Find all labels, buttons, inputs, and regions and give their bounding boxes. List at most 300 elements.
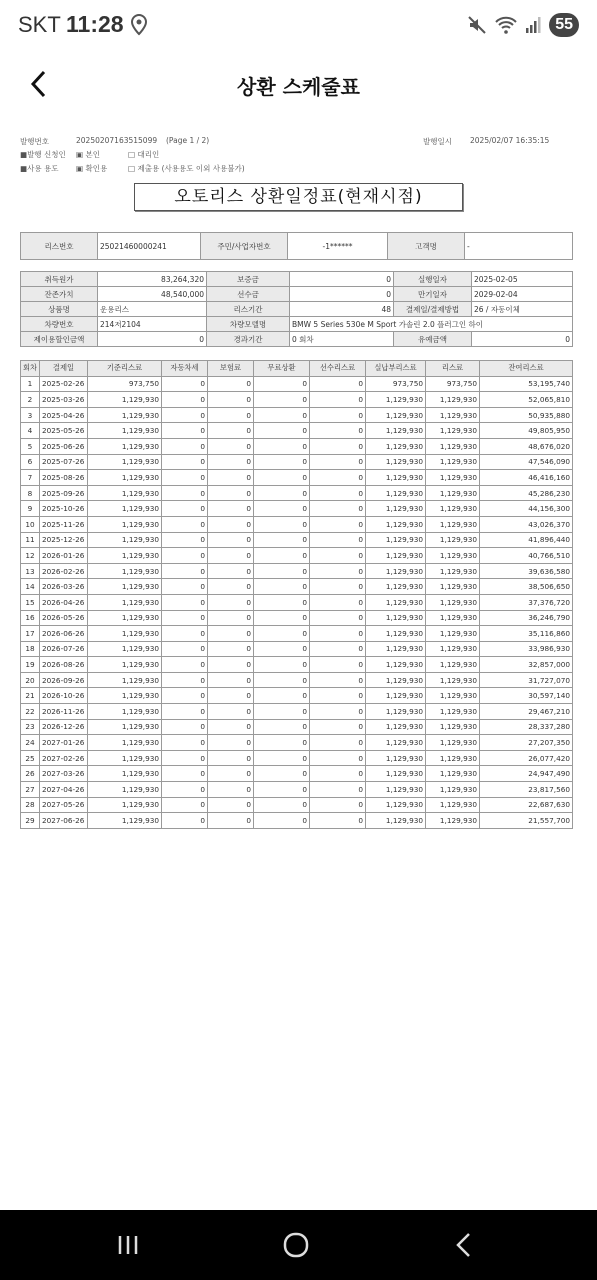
table-cell: 0	[208, 438, 254, 454]
table-cell: 1,129,930	[366, 501, 426, 517]
table-row	[21, 302, 573, 317]
table-cell: 1,129,930	[88, 470, 162, 486]
table-cell: 1,129,930	[426, 813, 480, 829]
table-cell: 26	[21, 766, 40, 782]
column-header: 리스료	[426, 361, 480, 377]
table-cell: 0	[310, 407, 366, 423]
table-cell: 3	[21, 407, 40, 423]
table-cell: 0	[310, 735, 366, 751]
table-cell: 0	[254, 579, 310, 595]
table-cell: 2026-09-26	[40, 672, 88, 688]
table-cell: 36,246,790	[480, 610, 573, 626]
table-cell: 0	[162, 626, 208, 642]
table-cell: 0	[254, 719, 310, 735]
info-value: 0	[472, 332, 573, 347]
table-cell: 0	[310, 797, 366, 813]
table-cell: 1,129,930	[88, 626, 162, 642]
table-cell: 1,129,930	[366, 657, 426, 673]
table-cell: 1,129,930	[88, 407, 162, 423]
column-header: 실납부리스료	[366, 361, 426, 377]
table-cell: 0	[254, 641, 310, 657]
table-cell: 29	[21, 813, 40, 829]
table-cell: 0	[254, 485, 310, 501]
table-cell: 0	[208, 579, 254, 595]
table-row	[21, 332, 573, 347]
table-cell: 7	[21, 470, 40, 486]
table-cell: 40,766,510	[480, 548, 573, 564]
table-row	[21, 750, 573, 766]
table-cell: 0	[162, 594, 208, 610]
info-label: 보증금	[207, 272, 290, 287]
table-cell: 0	[310, 641, 366, 657]
table-row	[21, 423, 573, 439]
table-cell: 1,129,930	[426, 782, 480, 798]
system-nav-bar	[0, 1210, 597, 1280]
info-label: 만기일자	[394, 287, 472, 302]
customer-value: -	[465, 233, 573, 260]
table-row	[21, 454, 573, 470]
table-cell: 2025-03-26	[40, 392, 88, 408]
table-cell: 0	[254, 672, 310, 688]
table-cell: 0	[208, 532, 254, 548]
table-cell: 50,935,880	[480, 407, 573, 423]
status-icons	[467, 13, 579, 37]
table-cell: 38,506,650	[480, 579, 573, 595]
table-cell: 1,129,930	[366, 548, 426, 564]
table-row	[21, 501, 573, 517]
table-cell: 0	[162, 470, 208, 486]
table-cell: 1,129,930	[88, 392, 162, 408]
lease-no-value: 25021460000241	[98, 233, 201, 260]
table-cell: 0	[162, 766, 208, 782]
column-header: 선수리스료	[310, 361, 366, 377]
table-cell: 11	[21, 532, 40, 548]
table-cell: 28	[21, 797, 40, 813]
table-cell: 21,557,700	[480, 813, 573, 829]
table-cell: 0	[162, 610, 208, 626]
table-cell: 1,129,930	[366, 392, 426, 408]
table-cell: 0	[254, 688, 310, 704]
table-cell: 0	[208, 516, 254, 532]
lease-info-table	[20, 271, 573, 347]
table-cell: 0	[254, 782, 310, 798]
table-cell: 1,129,930	[366, 735, 426, 751]
table-cell: 2025-08-26	[40, 470, 88, 486]
table-cell: 1,129,930	[88, 672, 162, 688]
table-cell: 0	[254, 501, 310, 517]
table-cell: 2025-10-26	[40, 501, 88, 517]
table-cell: 2027-01-26	[40, 735, 88, 751]
issue-no-label: 발행번호	[20, 137, 49, 146]
table-cell: 1,129,930	[88, 688, 162, 704]
table-cell: 0	[254, 766, 310, 782]
table-cell: 43,026,370	[480, 516, 573, 532]
table-cell: 0	[310, 438, 366, 454]
table-row	[21, 610, 573, 626]
table-cell: 0	[162, 501, 208, 517]
info-value: 26 / 자동이체	[472, 302, 573, 317]
repayment-schedule-table	[20, 360, 573, 829]
issue-no: 20250207163515099	[76, 136, 158, 145]
table-cell: 0	[310, 704, 366, 720]
table-row	[21, 626, 573, 642]
table-cell: 6	[21, 454, 40, 470]
table-cell: 0	[162, 532, 208, 548]
table-cell: 28,337,280	[480, 719, 573, 735]
table-cell: 0	[254, 704, 310, 720]
table-row	[21, 376, 573, 392]
option-submit: □ 제출용 (사용용도 이외 사용불가)	[128, 164, 245, 173]
table-cell: 35,116,860	[480, 626, 573, 642]
table-cell: 1,129,930	[426, 641, 480, 657]
table-cell: 0	[208, 657, 254, 673]
table-cell: 0	[208, 594, 254, 610]
table-row	[21, 233, 573, 260]
table-row	[21, 407, 573, 423]
table-cell: 1,129,930	[366, 626, 426, 642]
table-cell: 0	[310, 766, 366, 782]
table-cell: 0	[310, 594, 366, 610]
table-cell: 1,129,930	[426, 485, 480, 501]
table-cell: 1,129,930	[366, 594, 426, 610]
document-title: 오토리스 상환일정표(현재시점)	[134, 183, 463, 211]
table-row	[21, 782, 573, 798]
table-cell: 0	[208, 766, 254, 782]
table-cell: 0	[254, 376, 310, 392]
info-label: 결제일/결제방법	[394, 302, 472, 317]
lease-no-label: 리스번호	[21, 233, 98, 260]
table-row	[21, 641, 573, 657]
table-cell: 1,129,930	[366, 797, 426, 813]
table-cell: 1,129,930	[366, 813, 426, 829]
table-cell: 1,129,930	[426, 548, 480, 564]
table-cell: 1,129,930	[426, 766, 480, 782]
table-cell: 1,129,930	[366, 454, 426, 470]
table-cell: 10	[21, 516, 40, 532]
table-cell: 21	[21, 688, 40, 704]
table-cell: 2025-09-26	[40, 485, 88, 501]
table-cell: 0	[162, 423, 208, 439]
table-cell: 2026-04-26	[40, 594, 88, 610]
table-cell: 0	[208, 548, 254, 564]
table-cell: 1,129,930	[88, 735, 162, 751]
table-cell: 44,156,300	[480, 501, 573, 517]
schedule-document	[20, 133, 572, 826]
back-nav-icon[interactable]	[444, 1228, 484, 1262]
table-cell: 0	[310, 782, 366, 798]
table-cell: 2025-11-26	[40, 516, 88, 532]
table-cell: 0	[310, 688, 366, 704]
table-cell: 1,129,930	[88, 797, 162, 813]
table-cell: 0	[254, 563, 310, 579]
table-cell: 0	[208, 610, 254, 626]
table-cell: 2026-05-26	[40, 610, 88, 626]
page-title: 상환 스케줄표	[237, 75, 360, 99]
table-cell: 973,750	[88, 376, 162, 392]
table-cell: 0	[162, 797, 208, 813]
table-cell: 5	[21, 438, 40, 454]
table-cell: 0	[310, 626, 366, 642]
table-cell: 27,207,350	[480, 735, 573, 751]
column-header: 회차	[21, 361, 40, 377]
table-cell: 0	[254, 438, 310, 454]
table-cell: 0	[254, 594, 310, 610]
table-cell: 1,129,930	[366, 579, 426, 595]
info-label: 취득원가	[21, 272, 98, 287]
table-cell: 0	[162, 719, 208, 735]
option-agent: □ 대리인	[128, 150, 160, 159]
table-cell: 0	[254, 532, 310, 548]
table-cell: 1,129,930	[366, 766, 426, 782]
table-row	[21, 672, 573, 688]
table-cell: 0	[310, 610, 366, 626]
table-cell: 1,129,930	[88, 704, 162, 720]
table-cell: 0	[208, 750, 254, 766]
carrier-label: SKT	[18, 12, 61, 37]
table-cell: 1,129,930	[366, 782, 426, 798]
table-cell: 1,129,930	[366, 407, 426, 423]
table-cell: 0	[162, 438, 208, 454]
table-cell: 1,129,930	[366, 704, 426, 720]
home-icon[interactable]	[276, 1228, 316, 1262]
table-cell: 2	[21, 392, 40, 408]
table-cell: 0	[310, 485, 366, 501]
table-cell: 0	[310, 719, 366, 735]
column-header: 결제일	[40, 361, 88, 377]
table-cell: 9	[21, 501, 40, 517]
table-cell: 2026-12-26	[40, 719, 88, 735]
mute-icon	[467, 15, 487, 35]
table-cell: 0	[162, 641, 208, 657]
table-cell: 1,129,930	[88, 657, 162, 673]
table-cell: 1,129,930	[426, 470, 480, 486]
table-cell: 0	[208, 704, 254, 720]
table-cell: 49,805,950	[480, 423, 573, 439]
table-cell: 0	[162, 735, 208, 751]
table-cell: 1,129,930	[426, 719, 480, 735]
table-cell: 0	[310, 376, 366, 392]
status-time: 11:28	[66, 11, 124, 37]
table-cell: 0	[162, 454, 208, 470]
table-cell: 0	[162, 657, 208, 673]
info-value: 2025-02-05	[472, 272, 573, 287]
info-label: 차량모델명	[207, 317, 290, 332]
customer-label: 고객명	[388, 233, 465, 260]
info-value: 83,264,320	[98, 272, 207, 287]
table-cell: 25	[21, 750, 40, 766]
table-cell: 41,896,440	[480, 532, 573, 548]
table-cell: 0	[254, 548, 310, 564]
table-cell: 18	[21, 641, 40, 657]
table-cell: 23,817,560	[480, 782, 573, 798]
table-cell: 1,129,930	[366, 470, 426, 486]
table-cell: 2025-04-26	[40, 407, 88, 423]
table-cell: 1,129,930	[88, 579, 162, 595]
table-cell: 0	[162, 548, 208, 564]
table-cell: 31,727,070	[480, 672, 573, 688]
table-cell: 1,129,930	[88, 438, 162, 454]
table-cell: 0	[162, 782, 208, 798]
info-value: 48	[290, 302, 394, 317]
table-cell: 0	[162, 750, 208, 766]
page-info: (Page 1 / 2)	[166, 136, 210, 145]
info-value: 0	[290, 272, 394, 287]
table-cell: 1,129,930	[88, 501, 162, 517]
table-cell: 1,129,930	[426, 594, 480, 610]
id-label: 주민/사업자번호	[201, 233, 288, 260]
table-row	[21, 719, 573, 735]
table-cell: 0	[254, 407, 310, 423]
table-cell: 1,129,930	[366, 563, 426, 579]
table-cell: 30,597,140	[480, 688, 573, 704]
table-cell: 0	[254, 454, 310, 470]
table-cell: 2025-06-26	[40, 438, 88, 454]
table-cell: 0	[162, 688, 208, 704]
table-cell: 37,376,720	[480, 594, 573, 610]
table-cell: 1,129,930	[426, 438, 480, 454]
table-cell: 0	[310, 423, 366, 439]
table-row	[21, 317, 573, 332]
table-cell: 0	[254, 626, 310, 642]
table-cell: 24	[21, 735, 40, 751]
table-row	[21, 657, 573, 673]
table-cell: 0	[162, 376, 208, 392]
column-header: 보험료	[208, 361, 254, 377]
status-bar	[0, 0, 597, 52]
table-cell: 0	[310, 672, 366, 688]
column-header: 자동차세	[162, 361, 208, 377]
info-label: 유예금액	[394, 332, 472, 347]
table-cell: 52,065,810	[480, 392, 573, 408]
table-cell: 1,129,930	[88, 563, 162, 579]
table-cell: 8	[21, 485, 40, 501]
table-cell: 2026-08-26	[40, 657, 88, 673]
table-cell: 1,129,930	[88, 610, 162, 626]
table-cell: 0	[208, 470, 254, 486]
issue-date-label: 발행일시	[423, 137, 452, 146]
document-meta	[20, 133, 572, 177]
table-cell: 2025-07-26	[40, 454, 88, 470]
table-cell: 0	[208, 376, 254, 392]
info-value: 214저2104	[98, 317, 207, 332]
table-cell: 4	[21, 423, 40, 439]
table-cell: 32,857,000	[480, 657, 573, 673]
table-cell: 1,129,930	[426, 657, 480, 673]
column-header: 무료상환	[254, 361, 310, 377]
table-cell: 0	[208, 423, 254, 439]
table-cell: 2027-06-26	[40, 813, 88, 829]
table-cell: 1,129,930	[426, 454, 480, 470]
table-cell: 0	[310, 454, 366, 470]
issue-date: 2025/02/07 16:35:15	[470, 136, 550, 145]
info-label: 제이용할인금액	[21, 332, 98, 347]
table-cell: 0	[310, 657, 366, 673]
table-cell: 2026-02-26	[40, 563, 88, 579]
table-cell: 1,129,930	[426, 688, 480, 704]
table-cell: 0	[162, 563, 208, 579]
recent-apps-icon[interactable]	[108, 1228, 148, 1262]
table-cell: 1,129,930	[426, 704, 480, 720]
table-cell: 0	[208, 735, 254, 751]
table-cell: 14	[21, 579, 40, 595]
info-value: 운용리스	[98, 302, 207, 317]
applicant-label: ■발행 신청인	[20, 150, 66, 159]
table-cell: 27	[21, 782, 40, 798]
table-row	[21, 813, 573, 829]
table-cell: 1,129,930	[88, 782, 162, 798]
table-row	[21, 438, 573, 454]
table-cell: 0	[208, 454, 254, 470]
table-cell: 1,129,930	[88, 594, 162, 610]
table-cell: 973,750	[366, 376, 426, 392]
info-value: 2029-02-04	[472, 287, 573, 302]
table-cell: 1,129,930	[88, 532, 162, 548]
info-label: 실행일자	[394, 272, 472, 287]
table-cell: 1,129,930	[366, 672, 426, 688]
table-cell: 0	[162, 704, 208, 720]
table-cell: 0	[254, 470, 310, 486]
table-row	[21, 516, 573, 532]
table-cell: 2027-04-26	[40, 782, 88, 798]
table-cell: 0	[162, 672, 208, 688]
table-cell: 0	[208, 797, 254, 813]
info-label: 차량번호	[21, 317, 98, 332]
wifi-icon	[495, 15, 517, 35]
table-cell: 1,129,930	[88, 454, 162, 470]
table-cell: 0	[254, 423, 310, 439]
table-row	[21, 594, 573, 610]
table-cell: 0	[254, 610, 310, 626]
table-cell: 0	[162, 813, 208, 829]
id-value: -1******	[288, 233, 388, 260]
table-cell: 0	[254, 657, 310, 673]
table-cell: 26,077,420	[480, 750, 573, 766]
signal-icon	[525, 16, 541, 34]
table-row	[21, 579, 573, 595]
info-value: BMW 5 Series 530e M Sport 가솔린 2.0 플러그인 하이	[290, 317, 573, 332]
table-cell: 1,129,930	[88, 641, 162, 657]
table-cell: 1,129,930	[366, 688, 426, 704]
usage-label: ■사용 용도	[20, 164, 59, 173]
column-header: 기준리스료	[88, 361, 162, 377]
table-cell: 45,286,230	[480, 485, 573, 501]
table-cell: 1,129,930	[366, 516, 426, 532]
table-cell: 1,129,930	[426, 501, 480, 517]
option-confirm: ▣ 확인용	[76, 164, 108, 173]
table-cell: 2025-12-26	[40, 532, 88, 548]
table-row	[21, 766, 573, 782]
table-cell: 0	[208, 719, 254, 735]
table-row	[21, 485, 573, 501]
table-row	[21, 797, 573, 813]
table-cell: 1,129,930	[426, 750, 480, 766]
table-cell: 1	[21, 376, 40, 392]
table-cell: 0	[254, 516, 310, 532]
table-cell: 1,129,930	[88, 516, 162, 532]
table-cell: 1,129,930	[366, 750, 426, 766]
table-cell: 0	[310, 470, 366, 486]
table-cell: 1,129,930	[366, 641, 426, 657]
info-value: 48,540,000	[98, 287, 207, 302]
table-row	[21, 272, 573, 287]
table-cell: 0	[208, 782, 254, 798]
info-value: 0 회차	[290, 332, 394, 347]
table-cell: 0	[162, 392, 208, 408]
table-cell: 1,129,930	[88, 485, 162, 501]
table-cell: 1,129,930	[366, 610, 426, 626]
table-cell: 1,129,930	[426, 735, 480, 751]
table-cell: 2026-06-26	[40, 626, 88, 642]
